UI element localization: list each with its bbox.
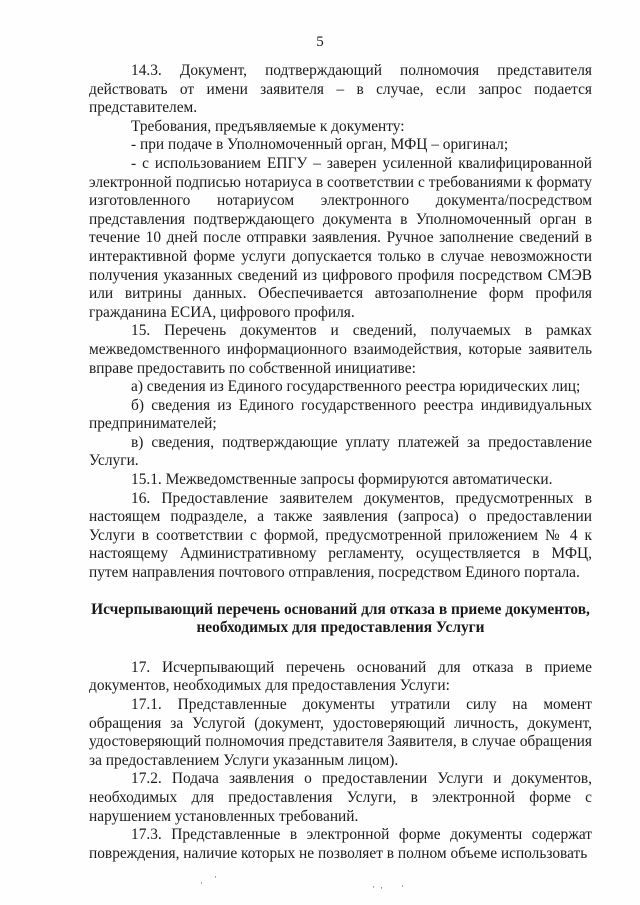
paragraph-requirements-intro: Требования, предъявляемые к документу:	[131, 117, 405, 135]
document-body	[89, 62, 592, 863]
paragraph-17: 17. Исчерпывающий перечень оснований для отказа в приеме документов, необходимых для предоставления Услуги:	[89, 658, 592, 695]
spacer	[89, 638, 592, 659]
paragraph-15-v: в) сведения, подтверждающие уплату платежей за предоставление Услуги.	[89, 433, 592, 470]
spacer	[89, 583, 592, 601]
scan-dot: ·	[380, 883, 383, 893]
paragraph-16: 16. Предоставление заявителем документов, предусмотренных в настоящем подразделе, а также заявления (запроса) о предоставлении Услуги в соответствии с формой, предусмотренной приложением № 4 к настоящему Административному регламенту, осуществляется в МФЦ, путем направления почтового отправления, посредством Единого портала.	[89, 489, 592, 582]
scan-dot: ·	[372, 882, 375, 892]
scan-dot: ·	[200, 878, 203, 888]
paragraph-17-1: 17.1. Представленные документы утратили силу на момент обращения за Услугой (документ, удостоверяющий личность, документ, удостоверяющий полномочия представителя Заявителя, в случае обращения за предоставлением Услуги указанным лицом).	[89, 696, 592, 769]
paragraph-requirement-original: - при подаче в Уполномоченный орган, МФЦ – оригинал;	[131, 136, 509, 154]
paragraph-17-3: 17.3. Представленные в электронной форме документы содержат повреждения, наличие которых не позволяет в полном объеме использовать	[89, 826, 592, 862]
scan-dot: ·	[214, 872, 217, 882]
page-number: 5	[316, 34, 324, 50]
paragraph-15-b: б) сведения из Единого государственного реестра индивидуальных предпринимателей;	[89, 396, 592, 433]
scan-dot: ·	[401, 881, 404, 891]
paragraph-15: 15. Перечень документов и сведений, получаемых в рамках межведомственного информационного взаимодействия, которые заявитель вправе предоставить по собственной инициативе:	[89, 322, 592, 377]
paragraph-15-1: 15.1. Межведомственные запросы формируются автоматически.	[131, 471, 553, 489]
paragraph-14-3: 14.3. Документ, подтверждающий полномочия представителя действовать от имени заявителя – в случае, если запрос подается представителем.	[89, 62, 592, 117]
paragraph-requirement-epgu: - с использованием ЕПГУ – заверен усиленной квалифицированной электронной подписью нотариуса в соответствии с требованиями к формату изготовленного нотариусом электронного документа/посредством представления подтверждающего документа в Уполномоченный орган в течение 10 дней после отправки заявления. Ручное заполнение сведений в интерактивной форме услуги допускается только в случае невозможности получения указанных сведений из цифрового профиля посредством СМЭВ или витрины данных. Обеспечивается автозаполнение форм профиля гражданина ЕСИА, цифрового профиля.	[89, 154, 592, 321]
section-heading: Исчерпывающий перечень оснований для отказа в приеме документов, необходимых для предоставления Услуги	[91, 600, 590, 637]
paragraph-17-2: 17.2. Подача заявления о предоставлении Услуги и документов, необходимых для предоставления Услуги, в электронной форме с нарушением установленных требований.	[89, 770, 592, 825]
scan-artifacts	[0, 868, 640, 898]
paragraph-15-a: а) сведения из Единого государственного реестра юридических лиц;	[131, 378, 581, 396]
